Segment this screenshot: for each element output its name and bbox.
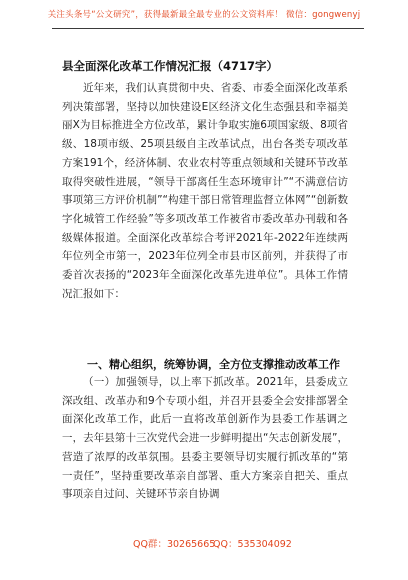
body-paragraph-1: 近年来，我们认真贯彻中央、省委、市委全面深化改革系列决策部署，坚持以加快建设E区经济文化生态强县和幸福美丽X为目标推进全方位改革，累计争取实施6项国家级、8项省级、18项市级、25项县级自主改革试点，出台各类专项改革方案191个，经济体制、农业农村等重点领域和关键环节改革取得突破性进展，“领导干部离任生态环境审计”“不满意信访事项第三方评价机制”“构建干部日常管理监督立体网”“创新数字化城管工作经验”等多项改革工作被省市委改革办刊载和各级媒体报道。全面深化改革综合考评2021年-2022年连续两年位列全市第一，2023年位列全市县市区前列，并获得了市委首次表扬的“2023年全面深化改革先进单位”。具体工作情况汇报如下： bbox=[62, 82, 348, 300]
header-banner: 关注头条号“公文研究”，获得最新最全最专业的公文资料库！ 微信：gongwenyj bbox=[47, 10, 361, 20]
body-paragraph-2: （一）加强领导，以上率下抓改革。2021年，县委成立深改组、改革办和9个专项小组，并召开县委全会安排部署全面深化改革工作，此后一直将改革创新作为县委工作基调之一，去年县第十三次党代会进一步鲜明提出“矢志创新发展”，营造了浓厚的改革氛围。县委主要领导切实履行抓改革的“第一责任”，坚持重要改革亲自部署、重大方案亲自把关、重点事项亲自过问、关键环节亲自协调 bbox=[62, 376, 348, 501]
footer-qq-group: QQ群：30265665 bbox=[133, 539, 216, 550]
document-title: 县全面深化改革工作情况汇报（4717字） bbox=[62, 59, 279, 73]
header-divider bbox=[52, 28, 364, 29]
footer-qq: QQ：535304092 bbox=[213, 539, 292, 550]
section-heading-1: 一、精心组织，统筹协调，全方位支撑推动改革工作 bbox=[87, 358, 340, 371]
